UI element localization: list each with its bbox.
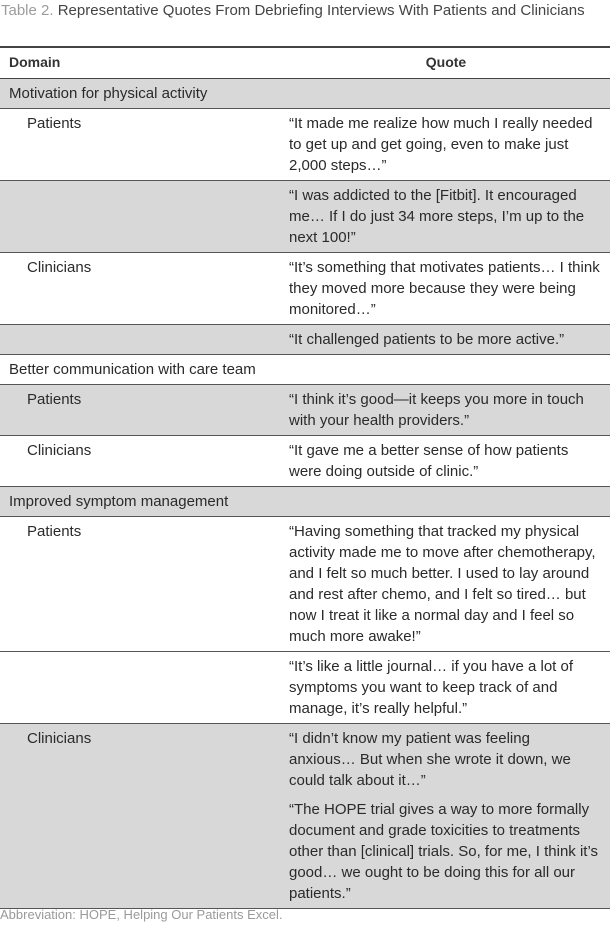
table-row: [0, 109, 610, 181]
quote-cell: “Having something that tracked my physical activity made me to move after chemotherapy, and I felt so much better. I used to lay around and rest after chemo, and I felt so tired… but now I treat it like a normal day and I feel so much more awake!”: [282, 517, 610, 652]
quote-cell: “I think it’s good—it keeps you more in touch with your health providers.”: [282, 385, 610, 436]
header-quote: Quote: [282, 47, 610, 79]
header-domain: Domain: [0, 47, 282, 79]
table-row: [0, 795, 610, 909]
group-label: Clinicians: [0, 436, 282, 487]
group-label-empty: [0, 795, 282, 909]
domain-label: Better communication with care team: [0, 355, 282, 385]
group-label: Patients: [0, 109, 282, 181]
table-row: [0, 385, 610, 436]
quotes-table: [0, 46, 610, 909]
domain-row: [0, 79, 610, 109]
table-row: [0, 652, 610, 724]
quote-cell: “It challenged patients to be more active.”: [282, 325, 610, 355]
table-number: Table 2.: [1, 2, 54, 19]
group-label: Clinicians: [0, 253, 282, 325]
table-row: [0, 436, 610, 487]
quote-cell: “I was addicted to the [Fitbit]. It encouraged me… If I do just 34 more steps, I’m up to the next 100!”: [282, 181, 610, 253]
domain-label: Improved symptom management: [0, 487, 610, 517]
quote-cell: “It made me realize how much I really needed to get up and get going, even to make just 2,000 steps…”: [282, 109, 610, 181]
quote-cell: “It gave me a better sense of how patients were doing outside of clinic.”: [282, 436, 610, 487]
group-label: Patients: [0, 385, 282, 436]
table-row: [0, 253, 610, 325]
table-row: [0, 517, 610, 652]
domain-label: Motivation for physical activity: [0, 79, 610, 109]
group-label-empty: [0, 181, 282, 253]
table-footnote: Abbreviation: HOPE, Helping Our Patients Excel.: [0, 907, 283, 922]
domain-row: [0, 487, 610, 517]
table-header-row: [0, 47, 610, 79]
group-label-empty: [0, 325, 282, 355]
group-label: Clinicians: [0, 724, 282, 796]
quote-cell: “I didn’t know my patient was feeling anxious… But when she wrote it down, we could talk about it…”: [282, 724, 610, 796]
quote-cell: “It’s like a little journal… if you have a lot of symptoms you want to keep track of and manage, it’s really helpful.”: [282, 652, 610, 724]
group-label: Patients: [0, 517, 282, 652]
table-row: [0, 325, 610, 355]
quote-cell: “The HOPE trial gives a way to more formally document and grade toxicities to treatments other than [clinical] trials. So, for me, I think it’s good… we ought to be doing this for all our patients.”: [282, 795, 610, 909]
group-label-empty: [0, 652, 282, 724]
quote-cell-empty: [282, 355, 610, 385]
table-row: [0, 181, 610, 253]
table-title: Representative Quotes From Debriefing Interviews With Patients and Clinicians: [53, 2, 585, 19]
table-row: [0, 724, 610, 796]
table-caption: [0, 0, 605, 21]
domain-row: [0, 355, 610, 385]
quote-cell: “It’s something that motivates patients… I think they moved more because they were being monitored…”: [282, 253, 610, 325]
